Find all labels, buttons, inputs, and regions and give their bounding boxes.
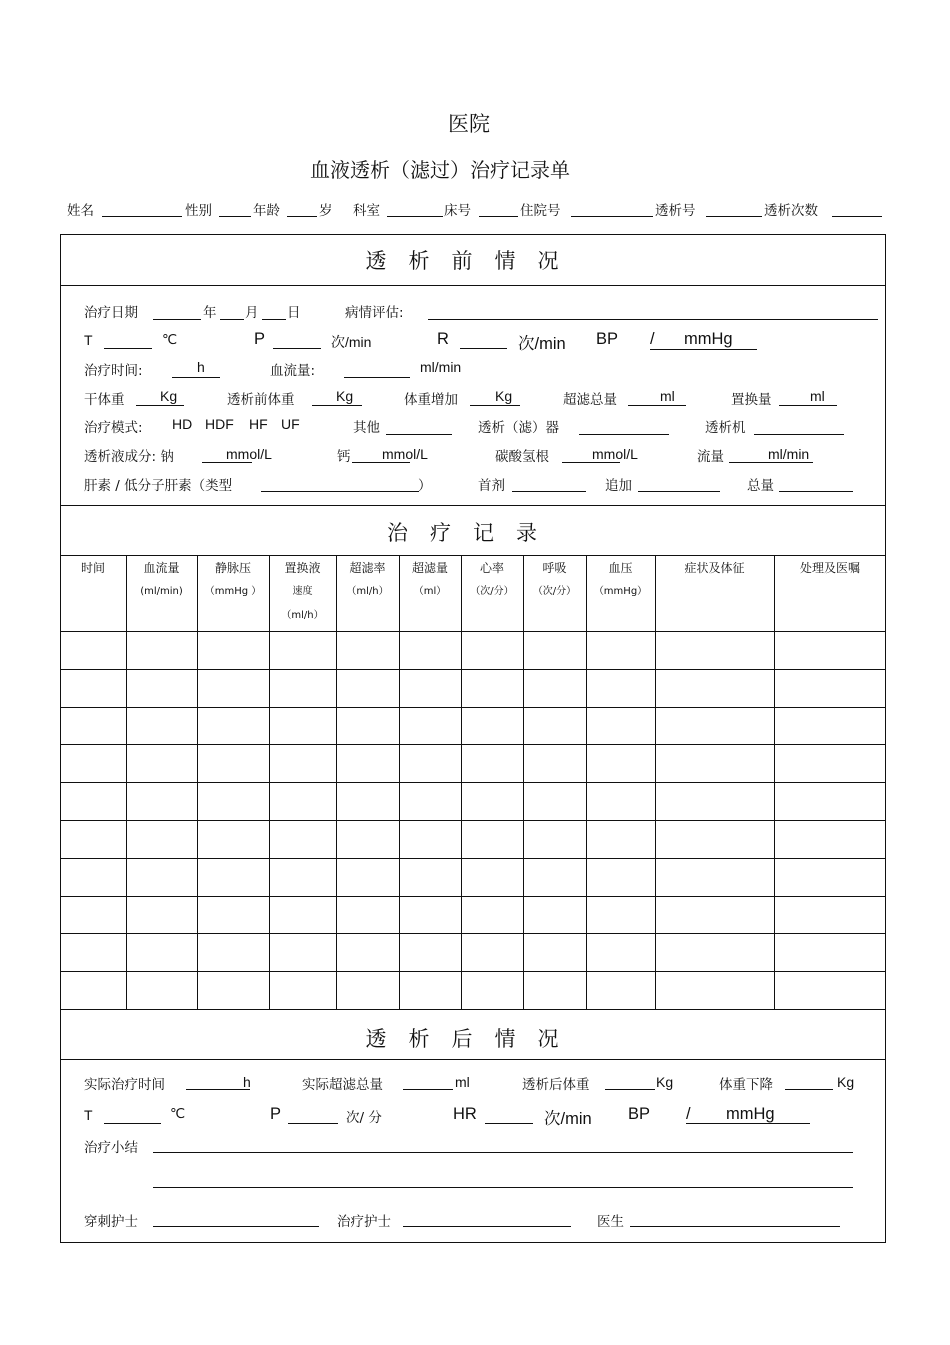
column-header-line: 静脉压 — [214, 561, 251, 575]
t-field[interactable] — [104, 348, 152, 349]
other-label: 其他 — [353, 420, 380, 436]
ml-unit: ml — [455, 1074, 470, 1090]
table-cell[interactable] — [61, 897, 125, 933]
table-cell[interactable] — [656, 708, 773, 744]
weight-gain-label: 体重增加 — [404, 392, 458, 408]
filter-label: 透析（滤）器 — [478, 420, 559, 436]
summary-field-2[interactable] — [153, 1187, 853, 1188]
table-cell[interactable] — [270, 632, 335, 668]
blood-flow-unit: ml/min — [420, 359, 462, 375]
machine-label: 透析机 — [705, 420, 746, 436]
dialysis-count-field[interactable] — [832, 216, 882, 217]
table-cell[interactable] — [198, 934, 268, 970]
kg-unit: Kg — [656, 1074, 674, 1090]
heparin-label: 肝素 / 低分子肝素（类型 — [84, 478, 233, 494]
divider — [60, 505, 886, 506]
table-cell[interactable] — [198, 783, 268, 819]
table-cell[interactable] — [270, 859, 335, 895]
column-header-line: （mmHg ） — [204, 586, 262, 597]
table-cell[interactable] — [337, 821, 398, 857]
bp-field[interactable] — [650, 349, 757, 350]
blood-flow-field[interactable] — [344, 377, 410, 378]
post-weight-label: 透析后体重 — [522, 1077, 590, 1093]
flow-unit: ml/min — [768, 446, 810, 462]
table-cell[interactable] — [198, 670, 268, 706]
table-cell[interactable] — [462, 783, 522, 819]
table-cell[interactable] — [127, 897, 196, 933]
weight-gain-field[interactable] — [470, 405, 520, 406]
table-cell[interactable] — [198, 972, 268, 1008]
column-header — [523, 556, 586, 604]
bed-field[interactable] — [479, 216, 518, 217]
blood-flow-label: 血流量: — [270, 363, 316, 379]
first-dose-field[interactable] — [512, 491, 586, 492]
treatment-nurse-field[interactable] — [403, 1226, 571, 1227]
p-unit: 次/min — [331, 334, 372, 350]
age-field[interactable] — [287, 216, 317, 217]
column-header-line: 置换液 — [284, 561, 321, 575]
admission-field[interactable] — [571, 216, 653, 217]
table-cell[interactable] — [198, 632, 268, 668]
table-cell[interactable] — [337, 897, 398, 933]
column-header — [461, 556, 523, 604]
table-cell[interactable] — [587, 859, 654, 895]
table-cell[interactable] — [198, 821, 268, 857]
age-unit: 岁 — [319, 203, 333, 219]
table-cell[interactable] — [775, 632, 885, 668]
record-section-title: 治疗记录 — [387, 521, 559, 545]
table-cell[interactable] — [270, 934, 335, 970]
table-cell[interactable] — [337, 972, 398, 1008]
table-cell[interactable] — [656, 897, 773, 933]
table-cell[interactable] — [775, 972, 885, 1008]
r-unit: 次/min — [518, 335, 566, 353]
puncture-nurse-label: 穿刺护士 — [84, 1214, 138, 1230]
table-cell[interactable] — [127, 859, 196, 895]
year-label: 年 — [203, 305, 217, 321]
column-header-line: （ml） — [413, 586, 447, 597]
mode-hf[interactable]: HF — [249, 416, 268, 432]
bp-label: BP — [628, 1105, 651, 1123]
dialysis-count-label: 透析次数 — [764, 203, 818, 219]
table-cell[interactable] — [127, 632, 196, 668]
table-cell[interactable] — [656, 859, 773, 895]
table-cell[interactable] — [462, 670, 522, 706]
actual-uf-field[interactable] — [403, 1089, 453, 1090]
add-dose-field[interactable] — [638, 491, 720, 492]
month-label: 月 — [245, 305, 259, 321]
table-cell[interactable] — [270, 783, 335, 819]
column-header-line: 血压 — [608, 561, 633, 575]
mmol-unit: mmol/L — [226, 446, 272, 462]
day-field[interactable] — [262, 319, 286, 320]
bp-label: BP — [596, 330, 619, 348]
table-cell[interactable] — [775, 934, 885, 970]
actual-time-field[interactable] — [186, 1089, 250, 1090]
table-cell[interactable] — [127, 821, 196, 857]
dry-weight-field[interactable] — [136, 405, 184, 406]
assessment-field[interactable] — [428, 319, 878, 320]
puncture-nurse-field[interactable] — [153, 1226, 319, 1227]
pre-section-title: 透析前情况 — [365, 249, 581, 273]
hospital-title: 医院 — [448, 112, 490, 136]
heparin-type-field[interactable] — [261, 491, 419, 492]
doctor-label: 医生 — [597, 1214, 624, 1230]
table-cell[interactable] — [524, 934, 585, 970]
r-label: R — [437, 330, 449, 348]
actual-uf-label: 实际超滤总量 — [302, 1077, 383, 1093]
table-cell[interactable] — [400, 745, 460, 781]
day-label: 日 — [287, 305, 301, 321]
column-header-line: 速度 — [292, 586, 313, 597]
calcium-field[interactable] — [352, 462, 410, 463]
bicarbonate-label: 碳酸氢根 — [495, 449, 549, 465]
table-cell[interactable] — [524, 670, 585, 706]
table-cell[interactable] — [127, 972, 196, 1008]
table-cell[interactable] — [127, 670, 196, 706]
table-cell[interactable] — [656, 745, 773, 781]
column-header — [336, 556, 399, 604]
table-cell[interactable] — [775, 897, 885, 933]
column-header-line: (ml/min) — [140, 586, 183, 597]
table-cell[interactable] — [337, 632, 398, 668]
table-cell[interactable] — [587, 897, 654, 933]
table-cell[interactable] — [127, 708, 196, 744]
p-label: P — [254, 330, 266, 348]
table-cell[interactable] — [400, 632, 460, 668]
weight-drop-field[interactable] — [785, 1089, 833, 1090]
other-field[interactable] — [386, 434, 452, 435]
weight-drop-label: 体重下降 — [719, 1077, 773, 1093]
column-header-line: （ml/h） — [346, 586, 389, 597]
pre-weight-label: 透析前体重 — [227, 392, 295, 408]
table-cell[interactable] — [587, 745, 654, 781]
column-header-line: 心率 — [479, 561, 504, 575]
table-cell[interactable] — [775, 783, 885, 819]
table-cell[interactable] — [462, 972, 522, 1008]
column-header-line: （mmHg） — [593, 586, 648, 597]
divider — [60, 1059, 886, 1060]
mode-label: 治疗模式: — [84, 420, 143, 436]
kg-unit: Kg — [336, 388, 354, 404]
month-field[interactable] — [220, 319, 244, 320]
summary-field-1[interactable] — [153, 1152, 853, 1153]
column-header-line: 血流量 — [143, 561, 180, 575]
table-cell[interactable] — [270, 972, 335, 1008]
table-cell[interactable] — [656, 670, 773, 706]
column-header — [399, 556, 461, 604]
column-header — [197, 556, 269, 604]
table-cell[interactable] — [775, 745, 885, 781]
column-header — [586, 556, 655, 604]
table-cell[interactable] — [462, 821, 522, 857]
p-field[interactable] — [273, 348, 321, 349]
t-label: T — [84, 1107, 93, 1123]
hr-field[interactable] — [485, 1123, 533, 1124]
hr-label: HR — [453, 1105, 477, 1123]
table-cell[interactable] — [270, 708, 335, 744]
column-header — [774, 556, 886, 580]
table-cell[interactable] — [337, 670, 398, 706]
dialysis-no-field[interactable] — [706, 216, 762, 217]
time-label: 治疗时间: — [84, 363, 143, 379]
table-cell[interactable] — [198, 859, 268, 895]
table-cell[interactable] — [400, 708, 460, 744]
column-header-line: 症状及体征 — [684, 561, 745, 575]
table-cell[interactable] — [587, 821, 654, 857]
dept-field[interactable] — [387, 216, 443, 217]
filter-field[interactable] — [579, 434, 669, 435]
dialysate-label: 透析液成分: 钠 — [84, 449, 174, 465]
table-cell[interactable] — [524, 783, 585, 819]
column-header-line: （ml/h） — [281, 610, 324, 621]
post-p-field[interactable] — [288, 1123, 338, 1124]
table-cell[interactable] — [656, 934, 773, 970]
table-cell[interactable] — [587, 708, 654, 744]
column-header-line: （次/分） — [470, 586, 514, 597]
assessment-label: 病情评估: — [345, 305, 404, 321]
form-title: 血液透析（滤过）治疗记录单 — [310, 158, 570, 182]
table-cell[interactable] — [775, 821, 885, 857]
table-cell[interactable] — [337, 745, 398, 781]
kg-unit: Kg — [495, 388, 513, 404]
table-cell[interactable] — [462, 632, 522, 668]
table-cell[interactable] — [61, 934, 125, 970]
post-section-title: 透析后情况 — [365, 1027, 581, 1051]
column-header — [126, 556, 197, 604]
total-field[interactable] — [779, 491, 853, 492]
bp-slash: / — [686, 1105, 691, 1123]
table-cell[interactable] — [400, 670, 460, 706]
table-cell[interactable] — [524, 745, 585, 781]
table-cell[interactable] — [198, 745, 268, 781]
replacement-field[interactable] — [779, 405, 837, 406]
table-cell[interactable] — [587, 632, 654, 668]
column-header-line: 时间 — [80, 561, 105, 575]
dialysis-no-label: 透析号 — [655, 203, 696, 219]
calcium-label: 钙 — [337, 449, 351, 465]
table-cell[interactable] — [587, 670, 654, 706]
table-cell[interactable] — [337, 859, 398, 895]
kg-unit: Kg — [837, 1074, 855, 1090]
column-header — [60, 556, 126, 580]
table-cell[interactable] — [524, 859, 585, 895]
table-cell[interactable] — [400, 821, 460, 857]
year-field[interactable] — [153, 319, 201, 320]
column-header-line: （次/分） — [532, 586, 577, 597]
table-cell[interactable] — [337, 783, 398, 819]
mode-uf[interactable]: UF — [281, 416, 300, 432]
table-cell[interactable] — [61, 708, 125, 744]
hr-unit: 次/min — [544, 1110, 592, 1128]
bp-slash: / — [650, 330, 655, 348]
divider — [60, 1009, 886, 1010]
machine-field[interactable] — [754, 434, 844, 435]
column-header-line: 呼吸 — [542, 561, 567, 575]
column-header-line: 超滤量 — [411, 561, 448, 575]
ml-unit: ml — [810, 388, 825, 404]
table-cell[interactable] — [400, 783, 460, 819]
pre-weight-field[interactable] — [312, 405, 362, 406]
table-cell[interactable] — [337, 708, 398, 744]
table-cell[interactable] — [61, 972, 125, 1008]
table-cell[interactable] — [524, 708, 585, 744]
mode-hdf[interactable]: HDF — [205, 416, 234, 432]
table-cell[interactable] — [656, 632, 773, 668]
table-cell[interactable] — [775, 708, 885, 744]
kg-unit: Kg — [160, 388, 178, 404]
table-cell[interactable] — [61, 745, 125, 781]
table-cell[interactable] — [270, 745, 335, 781]
table-cell[interactable] — [61, 859, 125, 895]
column-header-line: 处理及医嘱 — [799, 561, 860, 575]
summary-label: 治疗小结 — [84, 1140, 138, 1156]
celsius-unit: ℃ — [162, 332, 178, 348]
admission-label: 住院号 — [520, 203, 561, 219]
dry-weight-label: 干体重 — [84, 392, 125, 408]
doctor-field[interactable] — [630, 1226, 840, 1227]
bicarbonate-field[interactable] — [562, 462, 620, 463]
hour-unit: h — [197, 359, 205, 375]
name-field[interactable] — [102, 216, 182, 217]
table-cell[interactable] — [462, 859, 522, 895]
table-cell[interactable] — [337, 934, 398, 970]
table-cell[interactable] — [587, 783, 654, 819]
table-cell[interactable] — [524, 972, 585, 1008]
mmol-unit: mmol/L — [382, 446, 428, 462]
mmol-unit: mmol/L — [592, 446, 638, 462]
mmhg-unit: mmHg — [684, 330, 733, 348]
table-cell[interactable] — [656, 821, 773, 857]
table-cell[interactable] — [462, 934, 522, 970]
table-cell[interactable] — [462, 708, 522, 744]
table-cell[interactable] — [400, 859, 460, 895]
flow-label: 流量 — [697, 449, 724, 465]
mmhg-unit: mmHg — [726, 1105, 775, 1123]
table-cell[interactable] — [587, 934, 654, 970]
table-cell[interactable] — [198, 708, 268, 744]
table-cell[interactable] — [775, 859, 885, 895]
table-cell[interactable] — [462, 745, 522, 781]
gender-field[interactable] — [219, 216, 251, 217]
table-cell[interactable] — [61, 632, 125, 668]
name-label: 姓名 — [67, 203, 94, 219]
total-label: 总量 — [747, 478, 774, 494]
table-cell[interactable] — [462, 897, 522, 933]
sodium-field[interactable] — [202, 462, 252, 463]
column-header — [655, 556, 774, 580]
table-cell[interactable] — [127, 745, 196, 781]
t-label: T — [84, 332, 93, 348]
table-cell[interactable] — [61, 670, 125, 706]
uf-total-field[interactable] — [628, 405, 686, 406]
bed-label: 床号 — [444, 203, 471, 219]
hour-unit: h — [243, 1074, 251, 1090]
mode-hd[interactable]: HD — [172, 416, 193, 432]
dept-label: 科室 — [353, 203, 380, 219]
table-cell[interactable] — [61, 783, 125, 819]
table-cell[interactable] — [656, 783, 773, 819]
gender-label: 性别 — [185, 203, 212, 219]
date-label: 治疗日期 — [84, 305, 138, 321]
age-label: 年龄 — [253, 203, 280, 219]
uf-total-label: 超滤总量 — [563, 392, 617, 408]
table-cell[interactable] — [270, 897, 335, 933]
p-unit: 次/ 分 — [346, 1110, 382, 1126]
paren-close: ） — [418, 478, 432, 494]
table-cell[interactable] — [400, 934, 460, 970]
table-cell[interactable] — [775, 670, 885, 706]
table-cell[interactable] — [656, 972, 773, 1008]
ml-unit: ml — [660, 388, 675, 404]
celsius-unit: ℃ — [170, 1106, 186, 1122]
add-dose-label: 追加 — [605, 478, 632, 494]
r-field[interactable] — [460, 348, 507, 349]
table-cell[interactable] — [524, 632, 585, 668]
table-cell[interactable] — [270, 670, 335, 706]
divider — [60, 285, 886, 286]
column-header-line: 超滤率 — [349, 561, 386, 575]
post-weight-field[interactable] — [605, 1089, 655, 1090]
table-cell[interactable] — [524, 897, 585, 933]
table-cell[interactable] — [587, 972, 654, 1008]
column-header — [269, 556, 336, 628]
time-field[interactable] — [172, 377, 220, 378]
table-cell[interactable] — [198, 897, 268, 933]
table-cell[interactable] — [61, 821, 125, 857]
table-cell[interactable] — [127, 783, 196, 819]
table-cell[interactable] — [127, 934, 196, 970]
table-cell[interactable] — [524, 821, 585, 857]
table-cell[interactable] — [270, 821, 335, 857]
flow-field[interactable] — [729, 462, 813, 463]
treatment-nurse-label: 治疗护士 — [337, 1214, 391, 1230]
replacement-label: 置换量 — [731, 392, 772, 408]
first-dose-label: 首剂 — [478, 478, 505, 494]
actual-time-label: 实际治疗时间 — [84, 1077, 165, 1093]
table-cell[interactable] — [400, 897, 460, 933]
table-cell[interactable] — [400, 972, 460, 1008]
post-t-field[interactable] — [104, 1123, 161, 1124]
p-label: P — [270, 1105, 282, 1123]
